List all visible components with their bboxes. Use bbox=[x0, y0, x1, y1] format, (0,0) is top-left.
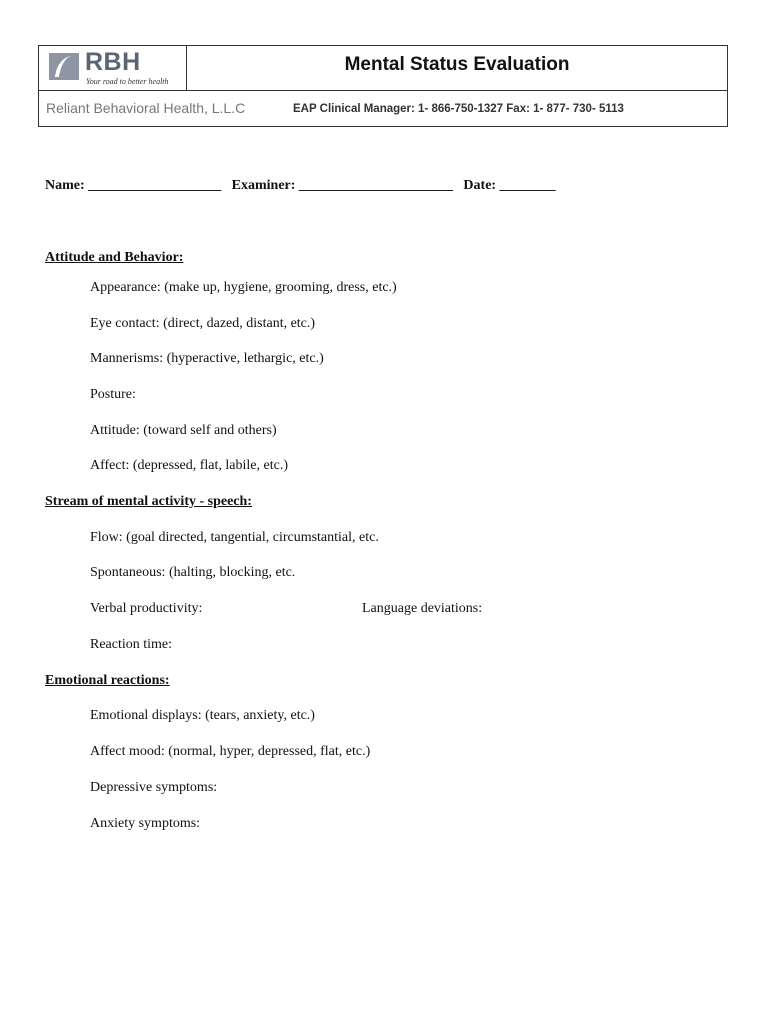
logo-letters: RBH bbox=[85, 48, 141, 76]
section-heading-emotional: Emotional reactions: bbox=[45, 673, 170, 688]
item-appearance: Appearance: (make up, hygiene, grooming, dress, etc.) bbox=[90, 280, 397, 295]
company-name: Reliant Behavioral Health, L.L.C bbox=[46, 100, 246, 116]
section-heading-attitude: Attitude and Behavior: bbox=[45, 250, 184, 265]
item-reaction-time: Reaction time: bbox=[90, 637, 173, 652]
examiner-field[interactable]: Examiner: ______________________ bbox=[231, 178, 453, 193]
item-mannerisms: Mannerisms: (hyperactive, lethargic, etc.) bbox=[90, 351, 324, 366]
contact-line: EAP Clinical Manager: 1- 866-750-1327 Fax: 1- 877- 730- 5113 bbox=[293, 103, 624, 115]
item-language-deviations: Language deviations: bbox=[362, 601, 483, 616]
item-verbal-productivity: Verbal productivity: bbox=[90, 601, 203, 616]
item-emotional-displays: Emotional displays: (tears, anxiety, etc.) bbox=[90, 708, 315, 723]
item-spontaneous: Spontaneous: (halting, blocking, etc. bbox=[90, 565, 296, 580]
form-title: Mental Status Evaluation bbox=[344, 54, 570, 75]
date-field[interactable]: Date: ________ bbox=[463, 178, 556, 193]
name-field[interactable]: Name: ___________________ bbox=[45, 178, 222, 193]
road-swoosh-icon bbox=[49, 53, 79, 80]
item-depressive-symptoms: Depressive symptoms: bbox=[90, 780, 218, 795]
item-anxiety-symptoms: Anxiety symptoms: bbox=[90, 816, 201, 831]
item-flow: Flow: (goal directed, tangential, circumstantial, etc. bbox=[90, 530, 379, 545]
item-eye-contact: Eye contact: (direct, dazed, distant, etc.) bbox=[90, 316, 316, 331]
header-divider bbox=[187, 90, 727, 91]
section-heading-speech: Stream of mental activity - speech: bbox=[45, 494, 252, 509]
logo-tagline: Your road to better health bbox=[86, 77, 169, 86]
item-affect: Affect: (depressed, flat, labile, etc.) bbox=[90, 458, 288, 473]
form-header bbox=[38, 45, 728, 127]
item-attitude: Attitude: (toward self and others) bbox=[90, 423, 277, 438]
identification-line bbox=[45, 177, 556, 195]
item-affect-mood: Affect mood: (normal, hyper, depressed, flat, etc.) bbox=[90, 744, 371, 759]
logo bbox=[39, 46, 187, 91]
item-posture: Posture: bbox=[90, 387, 136, 402]
